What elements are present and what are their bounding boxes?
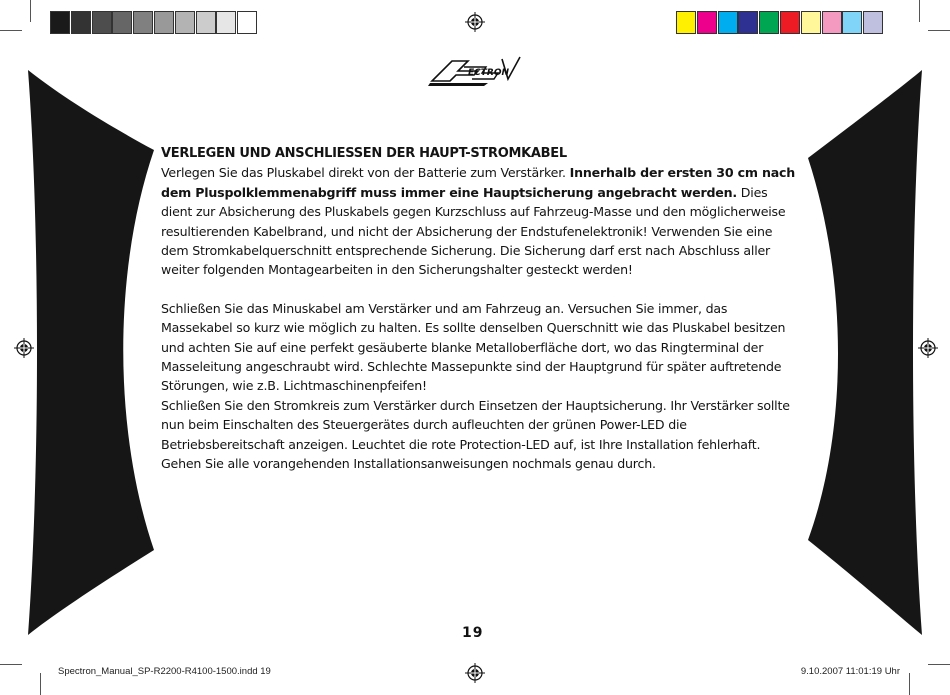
registration-mark-icon	[465, 663, 485, 683]
color-swatch	[863, 11, 883, 34]
color-swatch	[154, 11, 174, 34]
color-swatch	[237, 11, 257, 34]
paragraph-plus-cable	[161, 163, 801, 279]
color-swatch	[216, 11, 236, 34]
color-swatch	[780, 11, 800, 34]
crop-mark	[0, 30, 22, 31]
color-swatch	[842, 11, 862, 34]
color-swatch	[697, 11, 717, 34]
color-swatch	[676, 11, 696, 34]
crop-mark	[919, 0, 920, 22]
color-swatch	[196, 11, 216, 34]
gray-color-bar	[50, 11, 258, 34]
crop-mark	[40, 673, 41, 695]
right-decorative-wing	[808, 70, 922, 635]
color-swatch	[759, 11, 779, 34]
svg-text:ECTRON: ECTRON	[468, 68, 510, 78]
page-number: 19	[462, 625, 484, 641]
instruction-text	[161, 144, 801, 474]
process-color-bar	[676, 11, 884, 34]
section-heading: VERLEGEN UND ANSCHLIESSEN DER HAUPT-STROMKABEL	[161, 146, 567, 161]
left-decorative-wing	[28, 70, 154, 635]
crop-mark	[928, 664, 950, 665]
crop-mark	[928, 30, 950, 31]
color-swatch	[92, 11, 112, 34]
spectron-logo	[428, 53, 522, 87]
color-swatch	[175, 11, 195, 34]
fuse-warning: Innerhalb der ersten 30 cm nach dem Pluspolklemmenabgriff muss immer eine Hauptsicherung angebracht werden.	[161, 165, 796, 200]
color-swatch	[718, 11, 738, 34]
color-swatch	[738, 11, 758, 34]
paragraph-power-on: Schließen Sie den Stromkreis zum Verstärker durch Einsetzen der Hauptsicherung. Ihr Verstärker sollte nun beim Einschalten des Steuergerätes durch aufleuchten der grünen Power-LED die Betriebsbereitschaft anzeigen. Leuchtet die rote Protection-LED auf, ist Ihre Installation fehlerhaft. Gehen Sie alle vorangehenden Installationsanweisungen nochmals genau durch.	[161, 397, 790, 472]
footer-file-name: Spectron_Manual_SP-R2200-R4100-1500.indd 19	[58, 666, 271, 677]
crop-mark	[30, 0, 31, 22]
registration-mark-icon	[465, 12, 485, 32]
paragraph-ground-cable: Schließen Sie das Minuskabel am Verstärker und am Fahrzeug an. Versuchen Sie immer, das Massekabel so kurz wie möglich zu halten. Es sollte denselben Querschnitt wie das Pluskabel besitzen und achten Sie auf eine perfekt gesäuberte blanke Metalloberfläche dort, wo das Ringterminal der Masseleitung angeschraubt wird. Schlechte Massepunkte sind der Hauptgrund für später auftretende Störungen, wie z.B. Lichtmaschinenpfeifen!	[161, 300, 786, 394]
paragraph-spacer	[161, 280, 801, 299]
crop-mark	[0, 664, 22, 665]
color-swatch	[71, 11, 91, 34]
paragraph-lead: Verlegen Sie das Pluskabel direkt von der Batterie zum Verstärker.	[161, 165, 570, 181]
color-swatch	[133, 11, 153, 34]
paragraph-rest: Dies dient zur Absicherung des Pluskabels gegen Kurzschluss auf Fahrzeug-Masse und den möglicherweise resultierenden Kabelbrand, und nicht der Absicherung der Endstufenelektronik! Verwenden Sie eine dem Stromkabelquerschnitt entsprechende Sicherung. Die Sicherung darf erst nach Abschluss aller weiter folgenden Montagearbeiten in den Sicherungshalter gesteckt werden!	[161, 184, 786, 278]
footer-timestamp: 9.10.2007 11:01:19 Uhr	[800, 666, 900, 677]
color-swatch	[822, 11, 842, 34]
color-swatch	[801, 11, 821, 34]
color-swatch	[50, 11, 70, 34]
color-swatch	[112, 11, 132, 34]
crop-mark	[909, 673, 910, 695]
